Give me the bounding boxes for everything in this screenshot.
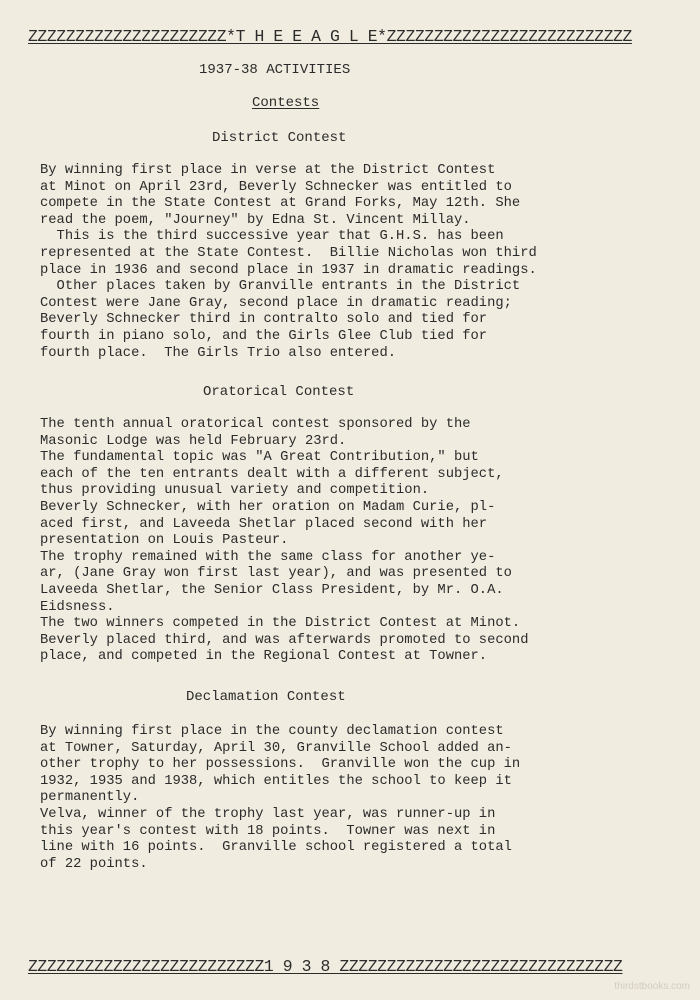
declamation-heading: Declamation Contest	[186, 689, 346, 705]
oratorical-text: The tenth annual oratorical contest sponsored by the Masonic Lodge was held February 23rd. The fundamental topic was "A Great Contribution," but each of the ten entrants dealt with a different subject, thus providing unusual variety and competition. Beverly Schnecker, with her oration on Madam Curie, pl- aced first, and Laveeda Shetlar placed second with her presentation on Louis Pasteur. The trophy remained with the same class for another ye- ar, (Jane Gray won first last year), and was presented to Laveeda Shetlar, the Senior Class President, by Mr. O.A. Eidsness. The two winners competed in the District Contest at Minot. Beverly placed third, and was afterwards promoted to second place, and competed in the Regional Contest at Towner.	[40, 417, 529, 665]
footer-banner: ZZZZZZZZZZZZZZZZZZZZZZZZZ1 9 3 8 ZZZZZZZZZZZZZZZZZZZZZZZZZZZZZZ	[28, 958, 623, 976]
district-text: By winning first place in verse at the District Contest at Minot on April 23rd, Beverly Schnecker was entitled to compete in the State Contest at Grand Forks, May 12th. She read the poem, "Journey" by Edna St. Vincent Millay. This is the third successive year that G.H.S. has been represented at the State Contest. Billie Nicholas won third place in 1936 and second place in 1937 in dramatic readings. Other places taken by Granville entrants in the District Contest were Jane Gray, second place in dramatic reading; Beverly Schnecker third in contralto solo and tied for fourth in piano solo, and the Girls Glee Club tied for fourth place. The Girls Trio also entered.	[40, 163, 537, 361]
district-heading: District Contest	[212, 130, 347, 146]
header-banner: ZZZZZZZZZZZZZZZZZZZZZ*T H E E A G L E*ZZZZZZZZZZZZZZZZZZZZZZZZZZ	[28, 28, 632, 46]
declamation-text: By winning first place in the county declamation contest at Towner, Saturday, April 30, Granville School added an- other trophy to her possessions. Granville won the cup in 1932, 1935 and 1938, which entitles the school to keep it permanently. Velva, winner of the trophy last year, was runner-up in this year's contest with 18 points. Towner was next in line with 16 points. Granville school registered a total of 22 points.	[40, 724, 521, 872]
oratorical-heading: Oratorical Contest	[203, 384, 355, 400]
section-heading: Contests	[252, 95, 320, 111]
watermark: thirdstbooks.com	[614, 981, 690, 992]
page-title: 1937-38 ACTIVITIES	[199, 62, 351, 78]
